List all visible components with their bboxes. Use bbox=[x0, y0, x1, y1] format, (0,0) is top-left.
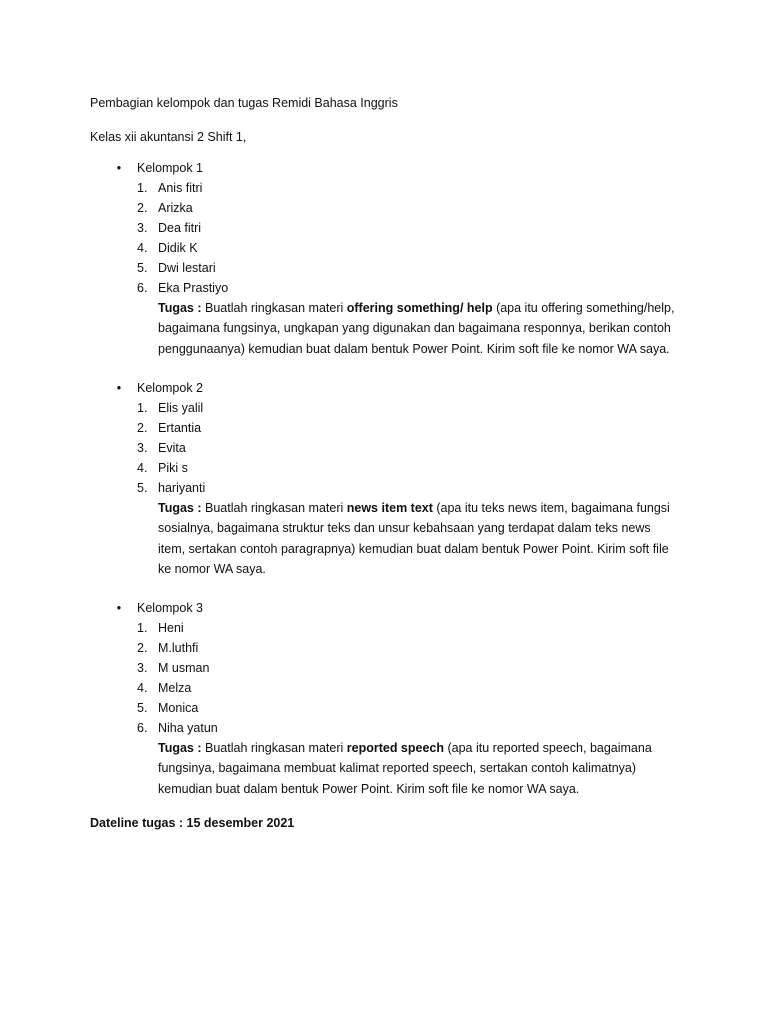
member-name: Anis fitri bbox=[158, 181, 203, 195]
list-item bbox=[0, 218, 768, 238]
class-line: Kelas xii akuntansi 2 Shift 1, bbox=[90, 130, 247, 144]
list-item bbox=[0, 718, 768, 738]
list-number: 6. bbox=[137, 281, 148, 295]
task-text: Buatlah ringkasan materi bbox=[201, 501, 347, 515]
list-item bbox=[0, 478, 768, 498]
task-label: Tugas : bbox=[158, 501, 202, 515]
list-item bbox=[0, 258, 768, 278]
task-topic: reported speech bbox=[346, 741, 445, 755]
member-name: Evita bbox=[158, 441, 186, 455]
member-name: Monica bbox=[158, 701, 199, 715]
list-item bbox=[0, 698, 768, 718]
group-1 bbox=[0, 158, 768, 359]
task-description bbox=[158, 738, 678, 799]
list-number: 2. bbox=[137, 641, 148, 655]
bullet-icon: • bbox=[116, 381, 122, 395]
document-title: Pembagian kelompok dan tugas Remidi Bahasa Inggris bbox=[90, 96, 398, 110]
list-number: 4. bbox=[137, 241, 148, 255]
task-label: Tugas : bbox=[158, 301, 202, 315]
member-name: Heni bbox=[158, 621, 184, 635]
bullet-icon: • bbox=[116, 161, 122, 175]
member-name: Didik K bbox=[158, 241, 198, 255]
member-name: M.luthfi bbox=[158, 641, 199, 655]
list-item bbox=[0, 678, 768, 698]
member-name: hariyanti bbox=[158, 481, 206, 495]
list-number: 2. bbox=[137, 201, 148, 215]
task-text: Buatlah ringkasan materi bbox=[201, 741, 347, 755]
member-name: Dwi lestari bbox=[158, 261, 216, 275]
list-item bbox=[0, 398, 768, 418]
member-list bbox=[0, 178, 768, 298]
list-number: 1. bbox=[137, 181, 148, 195]
member-name: Ertantia bbox=[158, 421, 202, 435]
task-text: (apa itu reported speech, bagaimana fungsinya, bagaimana membuat kalimat reported speech, sertakan contoh kalimatnya) kemudian buat dalam bentuk Power Point. Kirim soft file ke nomor WA saya. bbox=[158, 741, 652, 796]
list-number: 6. bbox=[137, 721, 148, 735]
group-title: Kelompok 3 bbox=[137, 601, 204, 615]
list-number: 1. bbox=[137, 401, 148, 415]
group-title: Kelompok 1 bbox=[137, 161, 204, 175]
task-text: (apa itu offering something/help, bagaimana fungsinya, ungkapan yang digunakan dan bagaimana responnya, berikan contoh penggunaanya) kemudian buat dalam bentuk Power Point. Kirim soft file ke nomor WA saya. bbox=[158, 301, 675, 356]
member-name: Eka Prastiyo bbox=[158, 281, 229, 295]
list-number: 5. bbox=[137, 481, 148, 495]
list-number: 1. bbox=[137, 621, 148, 635]
task-topic: news item text bbox=[346, 501, 433, 515]
list-item bbox=[0, 418, 768, 438]
list-item bbox=[0, 638, 768, 658]
task-text: Buatlah ringkasan materi bbox=[201, 301, 347, 315]
member-list bbox=[0, 618, 768, 738]
list-number: 5. bbox=[137, 261, 148, 275]
member-name: Piki s bbox=[158, 461, 188, 475]
list-number: 3. bbox=[137, 441, 148, 455]
list-number: 3. bbox=[137, 221, 148, 235]
group-3 bbox=[0, 598, 768, 799]
deadline: Dateline tugas : 15 desember 2021 bbox=[90, 816, 295, 830]
list-item bbox=[0, 458, 768, 478]
group-title: Kelompok 2 bbox=[137, 381, 204, 395]
task-text: (apa itu teks news item, bagaimana fungsi sosialnya, bagaimana struktur teks dan unsur kebahsaan yang terdapat dalam teks news item, sertakan contoh paragrapnya) kemudian buat dalam bentuk Power Point. Kirim soft file ke nomor WA saya. bbox=[158, 501, 670, 576]
list-number: 3. bbox=[137, 661, 148, 675]
member-list bbox=[0, 398, 768, 498]
list-item bbox=[0, 658, 768, 678]
list-item bbox=[0, 198, 768, 218]
list-item bbox=[0, 618, 768, 638]
task-description bbox=[158, 498, 678, 579]
list-item bbox=[0, 278, 768, 298]
task-description bbox=[158, 298, 678, 359]
list-number: 4. bbox=[137, 461, 148, 475]
list-item bbox=[0, 238, 768, 258]
member-name: Niha yatun bbox=[158, 721, 218, 735]
list-number: 4. bbox=[137, 681, 148, 695]
member-name: Elis yalil bbox=[158, 401, 204, 415]
task-label: Tugas : bbox=[158, 741, 202, 755]
group-2 bbox=[0, 378, 768, 579]
member-name: M usman bbox=[158, 661, 210, 675]
list-number: 5. bbox=[137, 701, 148, 715]
bullet-icon: • bbox=[116, 601, 122, 615]
list-number: 2. bbox=[137, 421, 148, 435]
member-name: Melza bbox=[158, 681, 192, 695]
list-item bbox=[0, 178, 768, 198]
list-item bbox=[0, 438, 768, 458]
member-name: Arizka bbox=[158, 201, 193, 215]
task-topic: offering something/ help bbox=[346, 301, 493, 315]
member-name: Dea fitri bbox=[158, 221, 202, 235]
